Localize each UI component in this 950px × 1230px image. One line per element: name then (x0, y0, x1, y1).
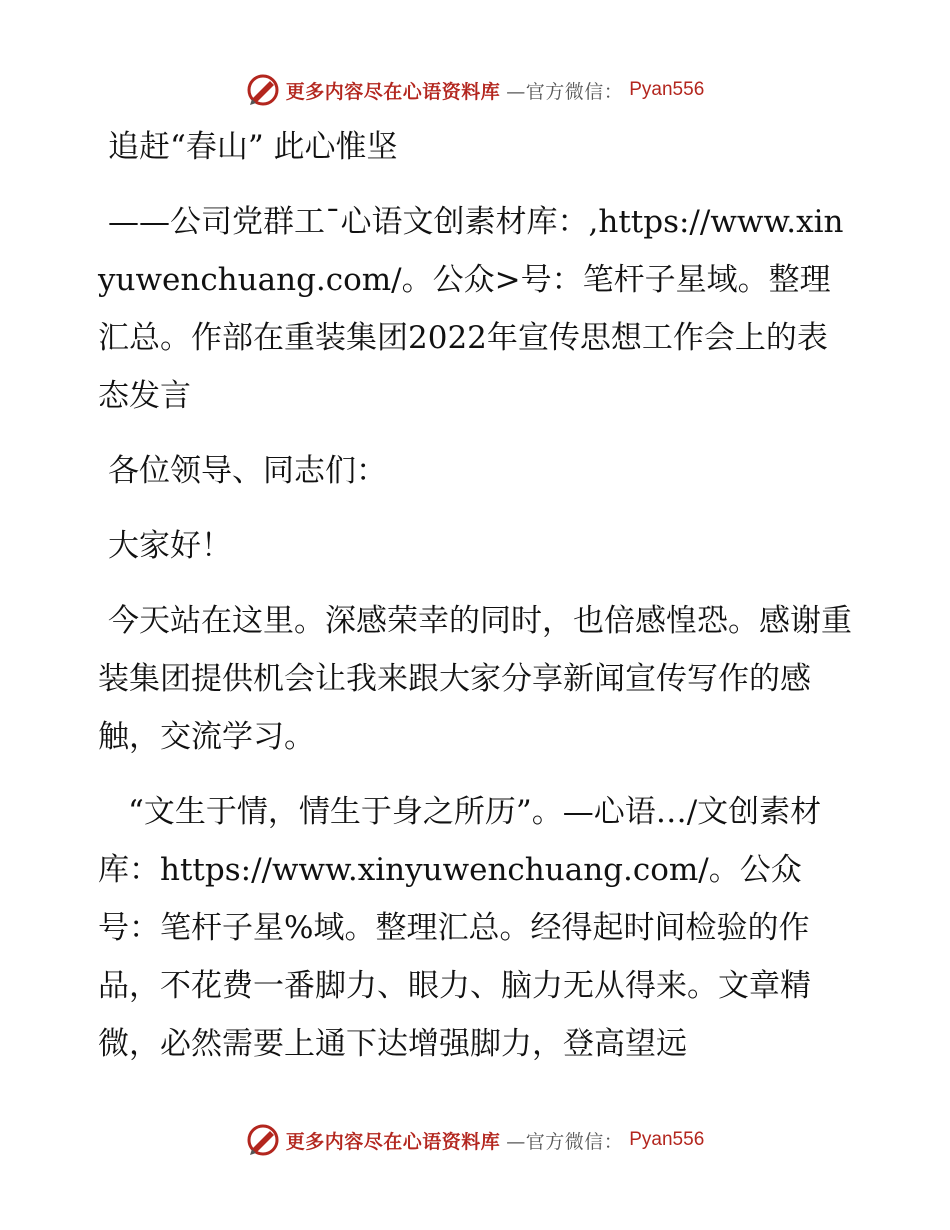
document-title: 追赶“春山” 此心惟坚 (108, 129, 398, 165)
header-banner-separator-text: —官方微信： (506, 80, 624, 103)
header-banner-id-text: Pyan556 (629, 79, 705, 100)
document-body (98, 118, 858, 1073)
pen-logo-icon (246, 1123, 280, 1157)
footer-banner-id-text: Pyan556 (629, 1129, 705, 1150)
salutation: 各位领导、同志们： (108, 453, 387, 489)
footer-banner-main-text: 更多内容尽在心语资料库 (285, 1130, 501, 1153)
paragraph-2: “文生于情，情生于身之所历”。—心语…/文创素材库：https://www.xinyuwenchuang.com/。公众号：笔杆子星%域。整理汇总。经得起时间检验的作品，不花费一番脚力、眼力、脑力无从得来。文章精微，必然需要上通下达增强脚力，登高望远 (98, 794, 822, 1062)
header-banner (0, 70, 950, 110)
header-banner-main-text: 更多内容尽在心语资料库 (285, 80, 501, 103)
pen-logo-icon (246, 73, 280, 107)
document-subtitle: ——公司党群工¯心语文创素材库：,https://www.xinyuwenchuang.com/。公众>号：笔杆子星域。整理汇总。作部在重装集团2022年宣传思想工作会上的表态发言 (98, 204, 844, 414)
greeting: 大家好！ (108, 528, 232, 564)
footer-banner (0, 1120, 950, 1160)
footer-banner-separator-text: —官方微信： (506, 1130, 624, 1153)
paragraph-1: 今天站在这里。深感荣幸的同时，也倍感惶恐。感谢重装集团提供机会让我来跟大家分享新闻宣传写作的感触，交流学习。 (98, 603, 852, 755)
